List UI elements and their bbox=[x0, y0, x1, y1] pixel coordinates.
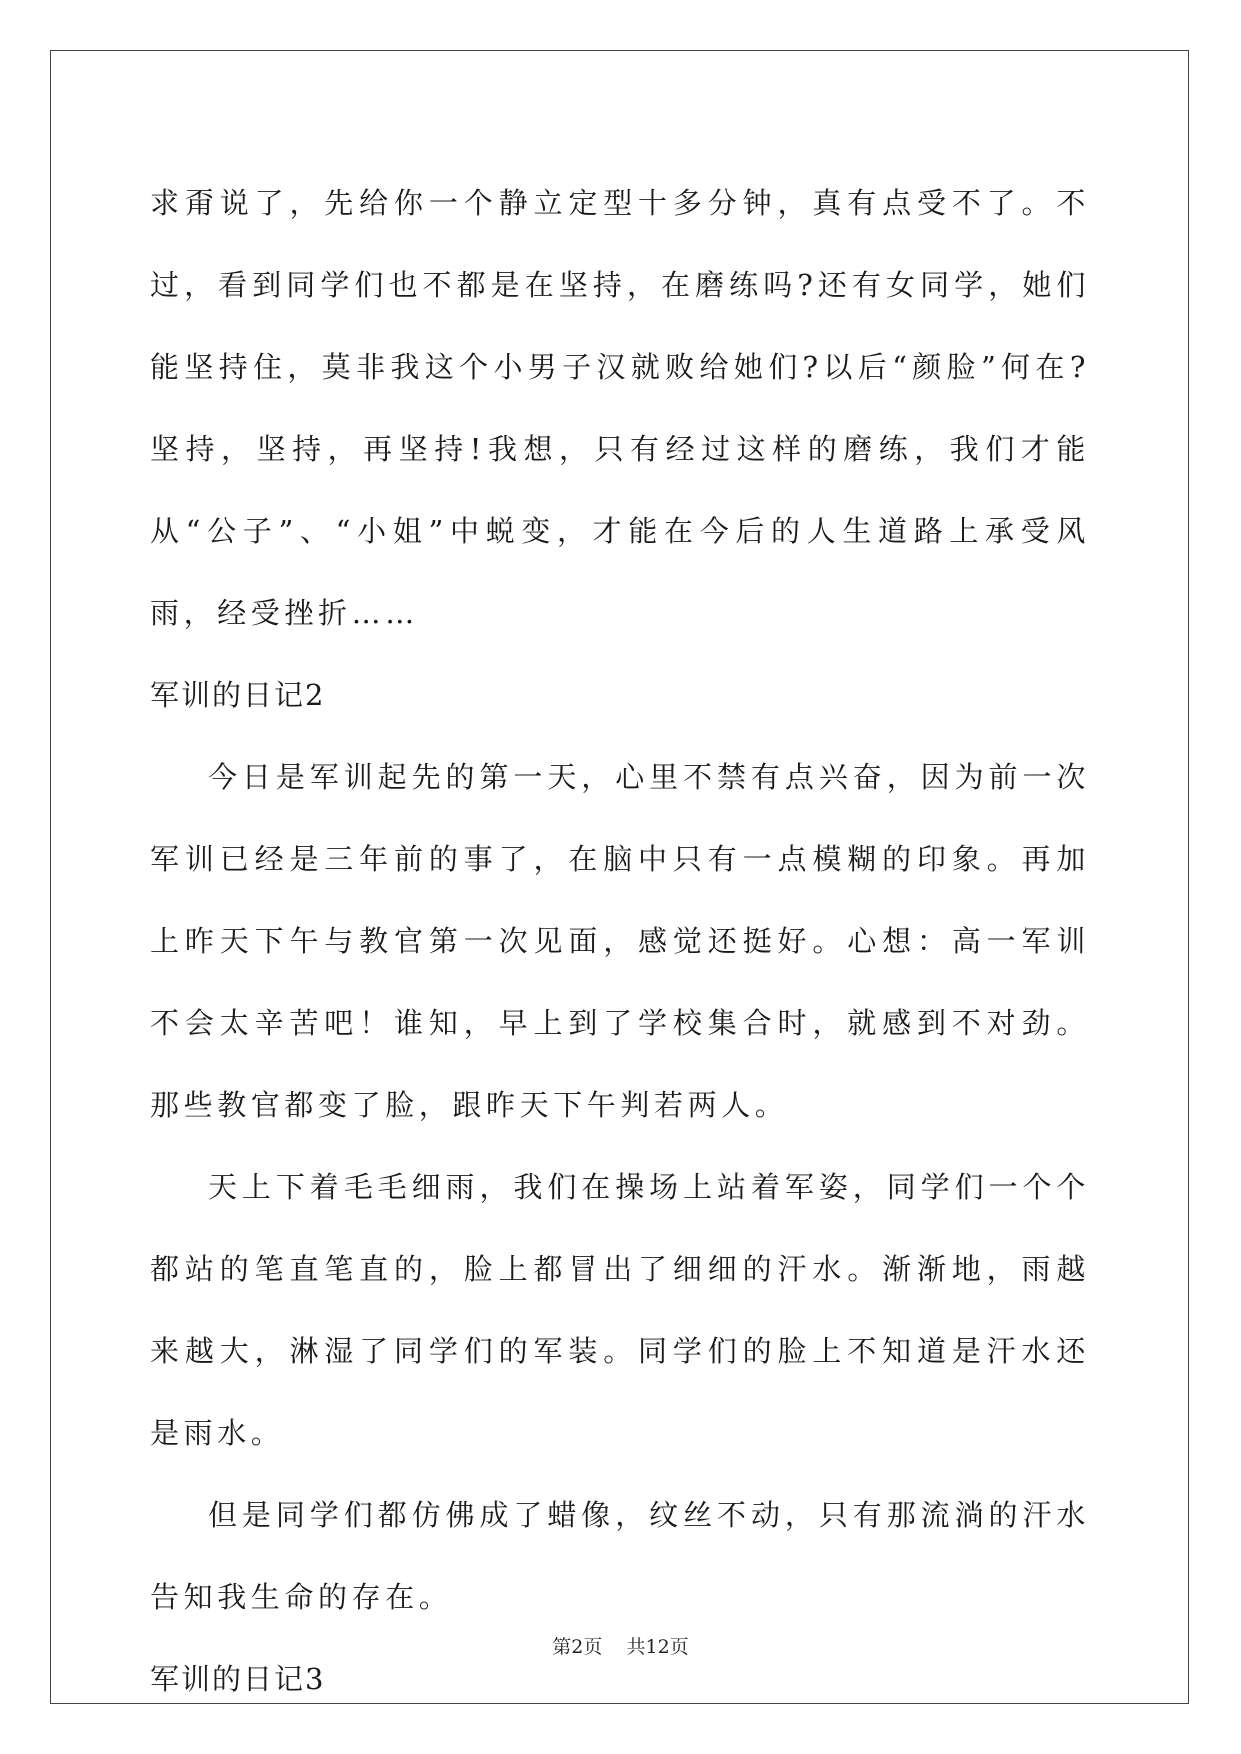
document-body bbox=[150, 162, 1090, 1720]
paragraph-continuation: 求甭说了，先给你一个静立定型十多分钟，真有点受不了。不过，看到同学们也不都是在坚持，在磨练吗?还有女同学，她们能坚持住，莫非我这个小男子汉就败给她们?以后“颜脸”何在?坚持，坚持，再坚持!我想，只有经过这样的磨练，我们才能从“公子”、“小姐”中蜕变，才能在今后的人生道路上承受风雨，经受挫折…… bbox=[150, 186, 1090, 630]
section-heading-diary-2: 军训的日记2 bbox=[150, 678, 326, 712]
paragraph-wax-figures: 但是同学们都仿佛成了蜡像，纹丝不动，只有那流淌的汗水告知我生命的存在。 bbox=[150, 1498, 1090, 1614]
page-number-footer: 第2页 共12页 bbox=[552, 1636, 689, 1658]
paragraph-first-day: 今日是军训起先的第一天，心里不禁有点兴奋，因为前一次军训已经是三年前的事了，在脑中只有一点模糊的印象。再加上昨天下午与教官第一次见面，感觉还挺好。心想：高一军训不会太辛苦吧！谁知，早上到了学校集合时，就感到不对劲。那些教官都变了脸，跟昨天下午判若两人。 bbox=[150, 760, 1090, 1122]
section-heading-diary-3: 军训的日记3 bbox=[150, 1662, 326, 1696]
paragraph-rain: 天上下着毛毛细雨，我们在操场上站着军姿，同学们一个个都站的笔直笔直的，脸上都冒出了细细的汗水。渐渐地，雨越来越大，淋湿了同学们的军装。同学们的脸上不知道是汗水还是雨水。 bbox=[150, 1170, 1090, 1450]
